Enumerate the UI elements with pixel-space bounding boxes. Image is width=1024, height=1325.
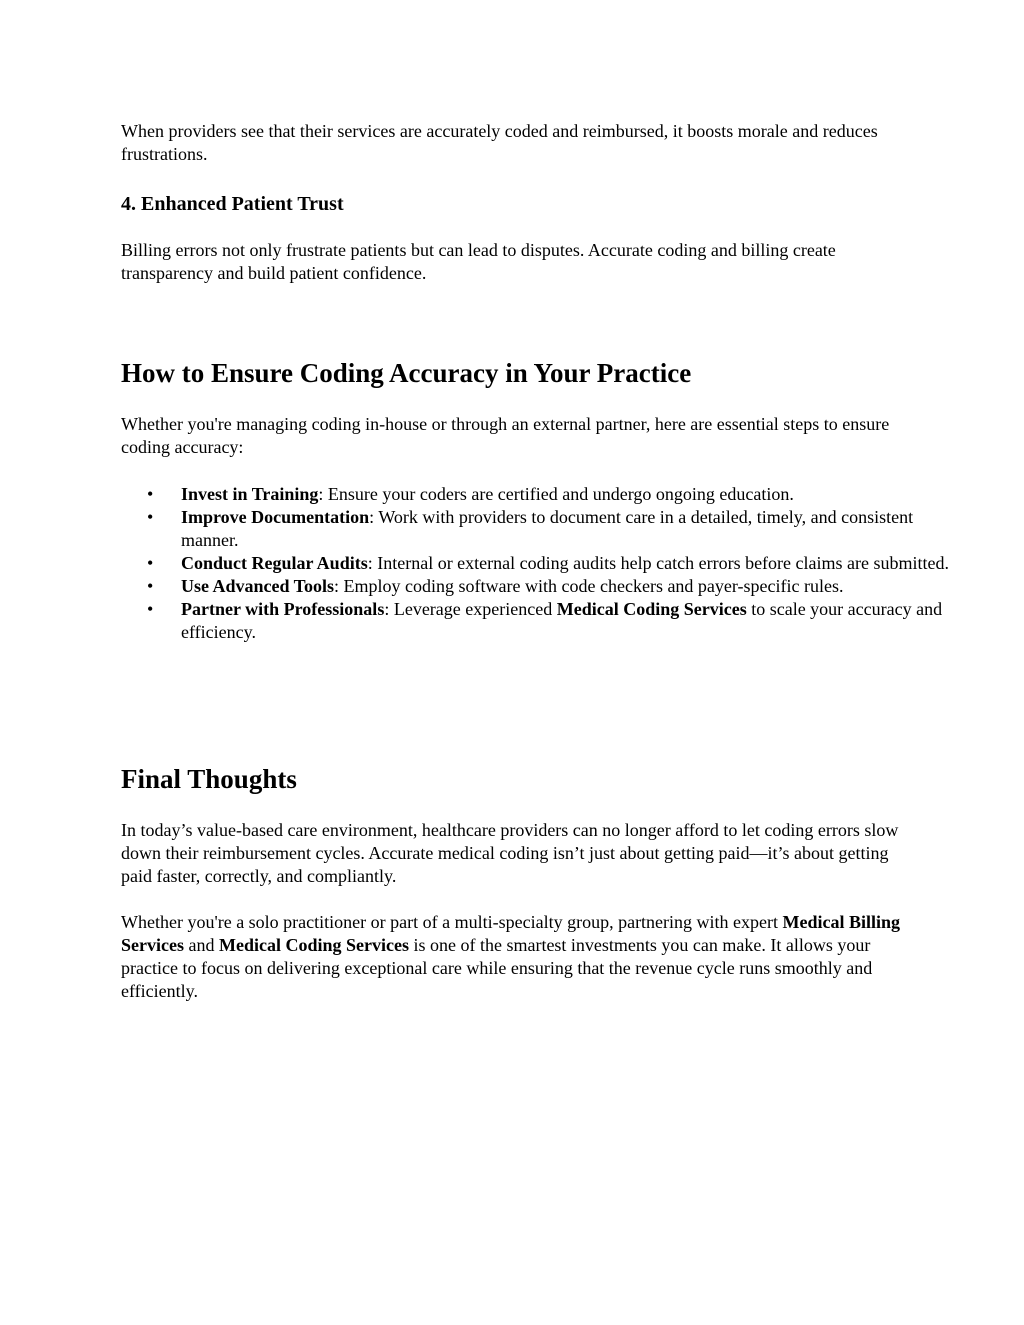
patient-trust-paragraph: Billing errors not only frustrate patients but can lead to disputes. Accurate coding and billing create transparency and build patient confidence. [121, 240, 836, 283]
ensure-accuracy-heading: How to Ensure Coding Accuracy in Your Practice [121, 358, 692, 388]
final-thoughts-paragraph-1: In today’s value-based care environment, healthcare providers can no longer afford to let coding errors slow down their reimbursement cycles. Accurate medical coding isn’t just about getting paid—it’s about getting paid faster, correctly, and compliantly. [121, 820, 899, 886]
bullet-icon: • [147, 507, 154, 527]
bullet-icon: • [147, 599, 154, 619]
final-thoughts-paragraph-2 [121, 911, 911, 1003]
bullet-icon: • [147, 576, 154, 596]
medical-billing-services-link[interactable]: Medical Billing Services [121, 912, 901, 955]
step-title: Conduct Regular Audits [181, 553, 368, 573]
paragraph-text: and [183, 935, 219, 955]
step-title: Partner with Professionals [181, 599, 385, 619]
step-text: : Leverage experienced [384, 599, 557, 619]
accuracy-steps-list [121, 483, 971, 644]
list-item [147, 552, 971, 575]
list-item [147, 506, 971, 552]
medical-coding-services-link[interactable]: Medical Coding Services [556, 599, 747, 619]
paragraph-text: Whether you're a solo practitioner or part of a multi-specialty group, partnering with expert [121, 912, 783, 932]
step-text: : Ensure your coders are certified and undergo ongoing education. [318, 484, 794, 504]
step-text: : Employ coding software with code checkers and payer-specific rules. [334, 576, 844, 596]
list-item [147, 483, 971, 506]
paragraph-text: is one of the smartest investments you can make. It allows your practice to focus on delivering exceptional care while ensuring that the revenue cycle runs smoothly and efficiently. [121, 935, 873, 1001]
list-item [147, 575, 971, 598]
ensure-accuracy-intro: Whether you're managing coding in-house or through an external partner, here are essential steps to ensure coding accuracy: [121, 414, 890, 457]
step-text: : Work with providers to document care in a detailed, timely, and consistent manner. [181, 507, 914, 550]
morale-paragraph: When providers see that their services are accurately coded and reimbursed, it boosts morale and reduces frustrations. [121, 121, 878, 164]
medical-coding-services-link[interactable]: Medical Coding Services [218, 935, 409, 955]
bullet-icon: • [147, 484, 154, 504]
step-title: Use Advanced Tools [181, 576, 335, 596]
patient-trust-heading: 4. Enhanced Patient Trust [121, 193, 344, 215]
final-thoughts-heading: Final Thoughts [121, 764, 297, 794]
step-text-after: to scale your accuracy and efficiency. [181, 599, 943, 642]
step-title: Invest in Training [181, 484, 319, 504]
step-title: Improve Documentation [181, 507, 370, 527]
step-text: : Internal or external coding audits help catch errors before claims are submitted. [367, 553, 949, 573]
list-item [147, 598, 971, 644]
bullet-icon: • [147, 553, 154, 573]
